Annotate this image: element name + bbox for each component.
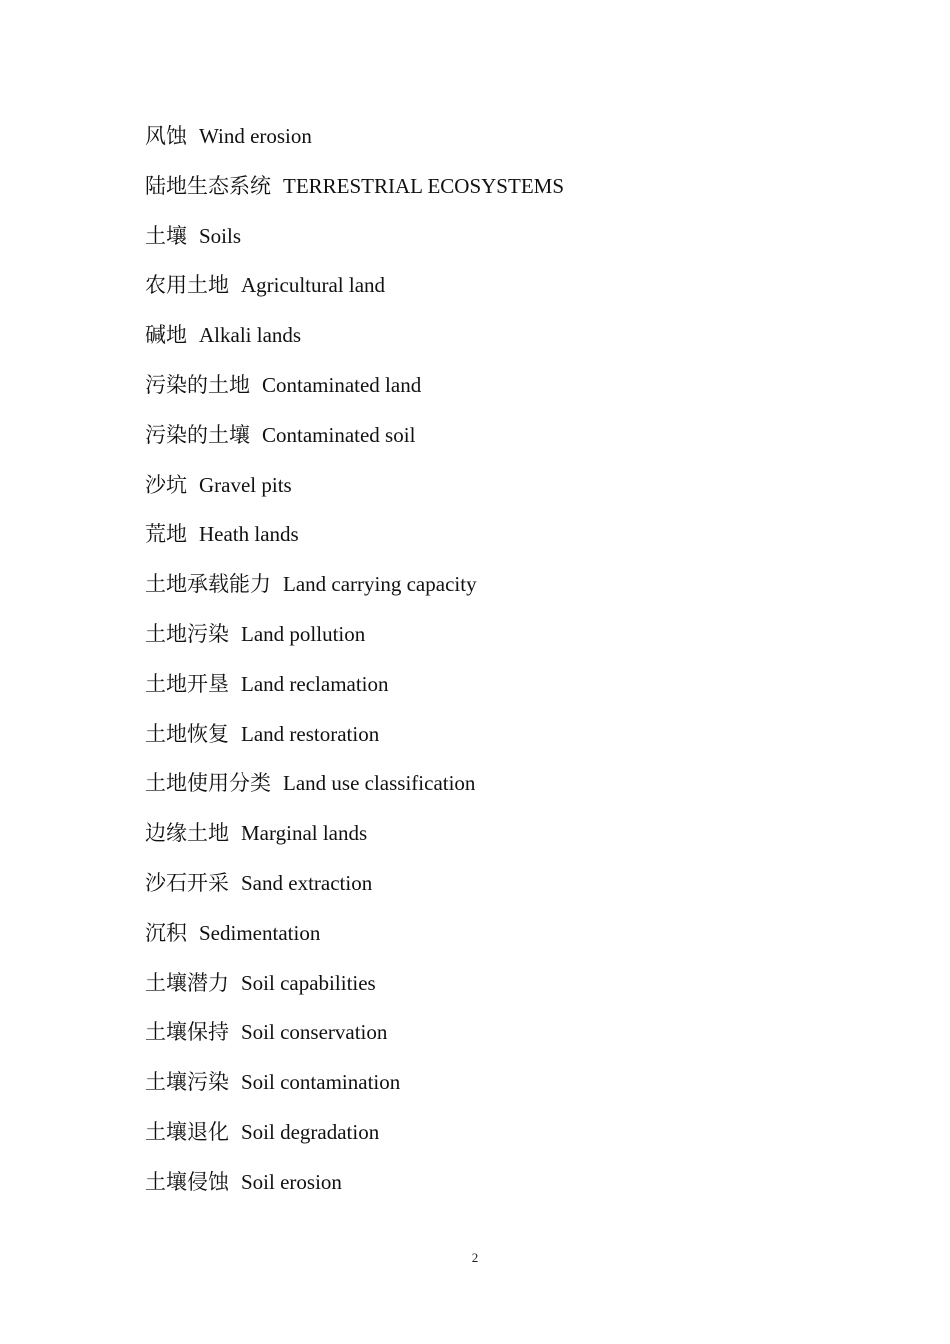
- term-entry: [145, 866, 564, 916]
- term-chinese: 沙坑: [145, 472, 187, 497]
- term-entry: [145, 667, 564, 717]
- term-chinese: 土壤侵蚀: [145, 1169, 229, 1194]
- term-chinese: 污染的土壤: [145, 422, 250, 447]
- term-chinese: 边缘土地: [145, 821, 229, 846]
- term-english: Land pollution: [241, 621, 366, 646]
- term-entry: [145, 766, 564, 816]
- term-entry: [145, 1015, 564, 1065]
- term-entry: [145, 1115, 564, 1165]
- term-chinese: 土壤潜力: [145, 970, 229, 995]
- term-english: TERRESTRIAL ECOSYSTEMS: [283, 173, 564, 198]
- term-english: Marginal lands: [241, 821, 368, 846]
- term-chinese: 风蚀: [145, 124, 187, 148]
- term-entry: [145, 966, 564, 1016]
- term-entry: [145, 916, 564, 966]
- term-entry: [145, 1065, 564, 1115]
- term-english: Soils: [199, 223, 242, 248]
- term-entry: [145, 717, 564, 767]
- term-english: Land restoration: [241, 721, 380, 746]
- term-entry: [145, 318, 564, 368]
- term-chinese: 土地污染: [145, 621, 229, 646]
- term-english: Agricultural land: [241, 273, 386, 298]
- term-chinese: 土壤污染: [145, 1070, 229, 1095]
- term-entry: [145, 119, 564, 169]
- term-chinese: 土地承载能力: [145, 572, 271, 597]
- term-english: Gravel pits: [199, 472, 292, 497]
- term-entry: [145, 517, 564, 567]
- term-entry: [145, 219, 564, 269]
- term-chinese: 荒地: [145, 522, 187, 547]
- term-chinese: 污染的土地: [145, 372, 250, 397]
- term-list: [145, 119, 564, 1215]
- term-chinese: 土壤: [145, 223, 187, 248]
- term-entry: [145, 1165, 564, 1215]
- term-english: Soil capabilities: [241, 970, 376, 995]
- term-english: Land use classification: [283, 771, 476, 796]
- term-english: Land carrying capacity: [283, 572, 477, 597]
- term-english: Sand extraction: [241, 870, 373, 895]
- term-chinese: 土地使用分类: [145, 771, 271, 796]
- term-english: Soil conservation: [241, 1020, 388, 1045]
- term-entry: [145, 816, 564, 866]
- term-english: Soil erosion: [241, 1169, 342, 1194]
- term-entry: [145, 368, 564, 418]
- term-english: Land reclamation: [241, 671, 389, 696]
- term-entry: [145, 468, 564, 518]
- term-chinese: 农用土地: [145, 273, 229, 298]
- term-english: Alkali lands: [199, 323, 302, 348]
- term-english: Contaminated land: [262, 372, 422, 397]
- term-english: Wind erosion: [199, 124, 312, 148]
- term-chinese: 土地恢复: [145, 721, 229, 746]
- term-chinese: 沙石开采: [145, 870, 229, 895]
- term-chinese: 陆地生态系统: [145, 173, 271, 198]
- term-entry: [145, 617, 564, 667]
- term-chinese: 土壤退化: [145, 1119, 229, 1144]
- term-english: Heath lands: [199, 522, 299, 547]
- term-english: Sedimentation: [199, 920, 321, 945]
- term-chinese: 土地开垦: [145, 671, 229, 696]
- term-entry: [145, 268, 564, 318]
- term-chinese: 土壤保持: [145, 1020, 229, 1045]
- term-english: Soil contamination: [241, 1070, 401, 1095]
- page-number: 2: [471, 1250, 479, 1265]
- term-entry: [145, 418, 564, 468]
- term-entry: [145, 169, 564, 219]
- term-chinese: 沉积: [145, 920, 187, 945]
- term-chinese: 碱地: [145, 323, 187, 348]
- term-english: Contaminated soil: [262, 422, 416, 447]
- term-entry: [145, 567, 564, 617]
- term-english: Soil degradation: [241, 1119, 380, 1144]
